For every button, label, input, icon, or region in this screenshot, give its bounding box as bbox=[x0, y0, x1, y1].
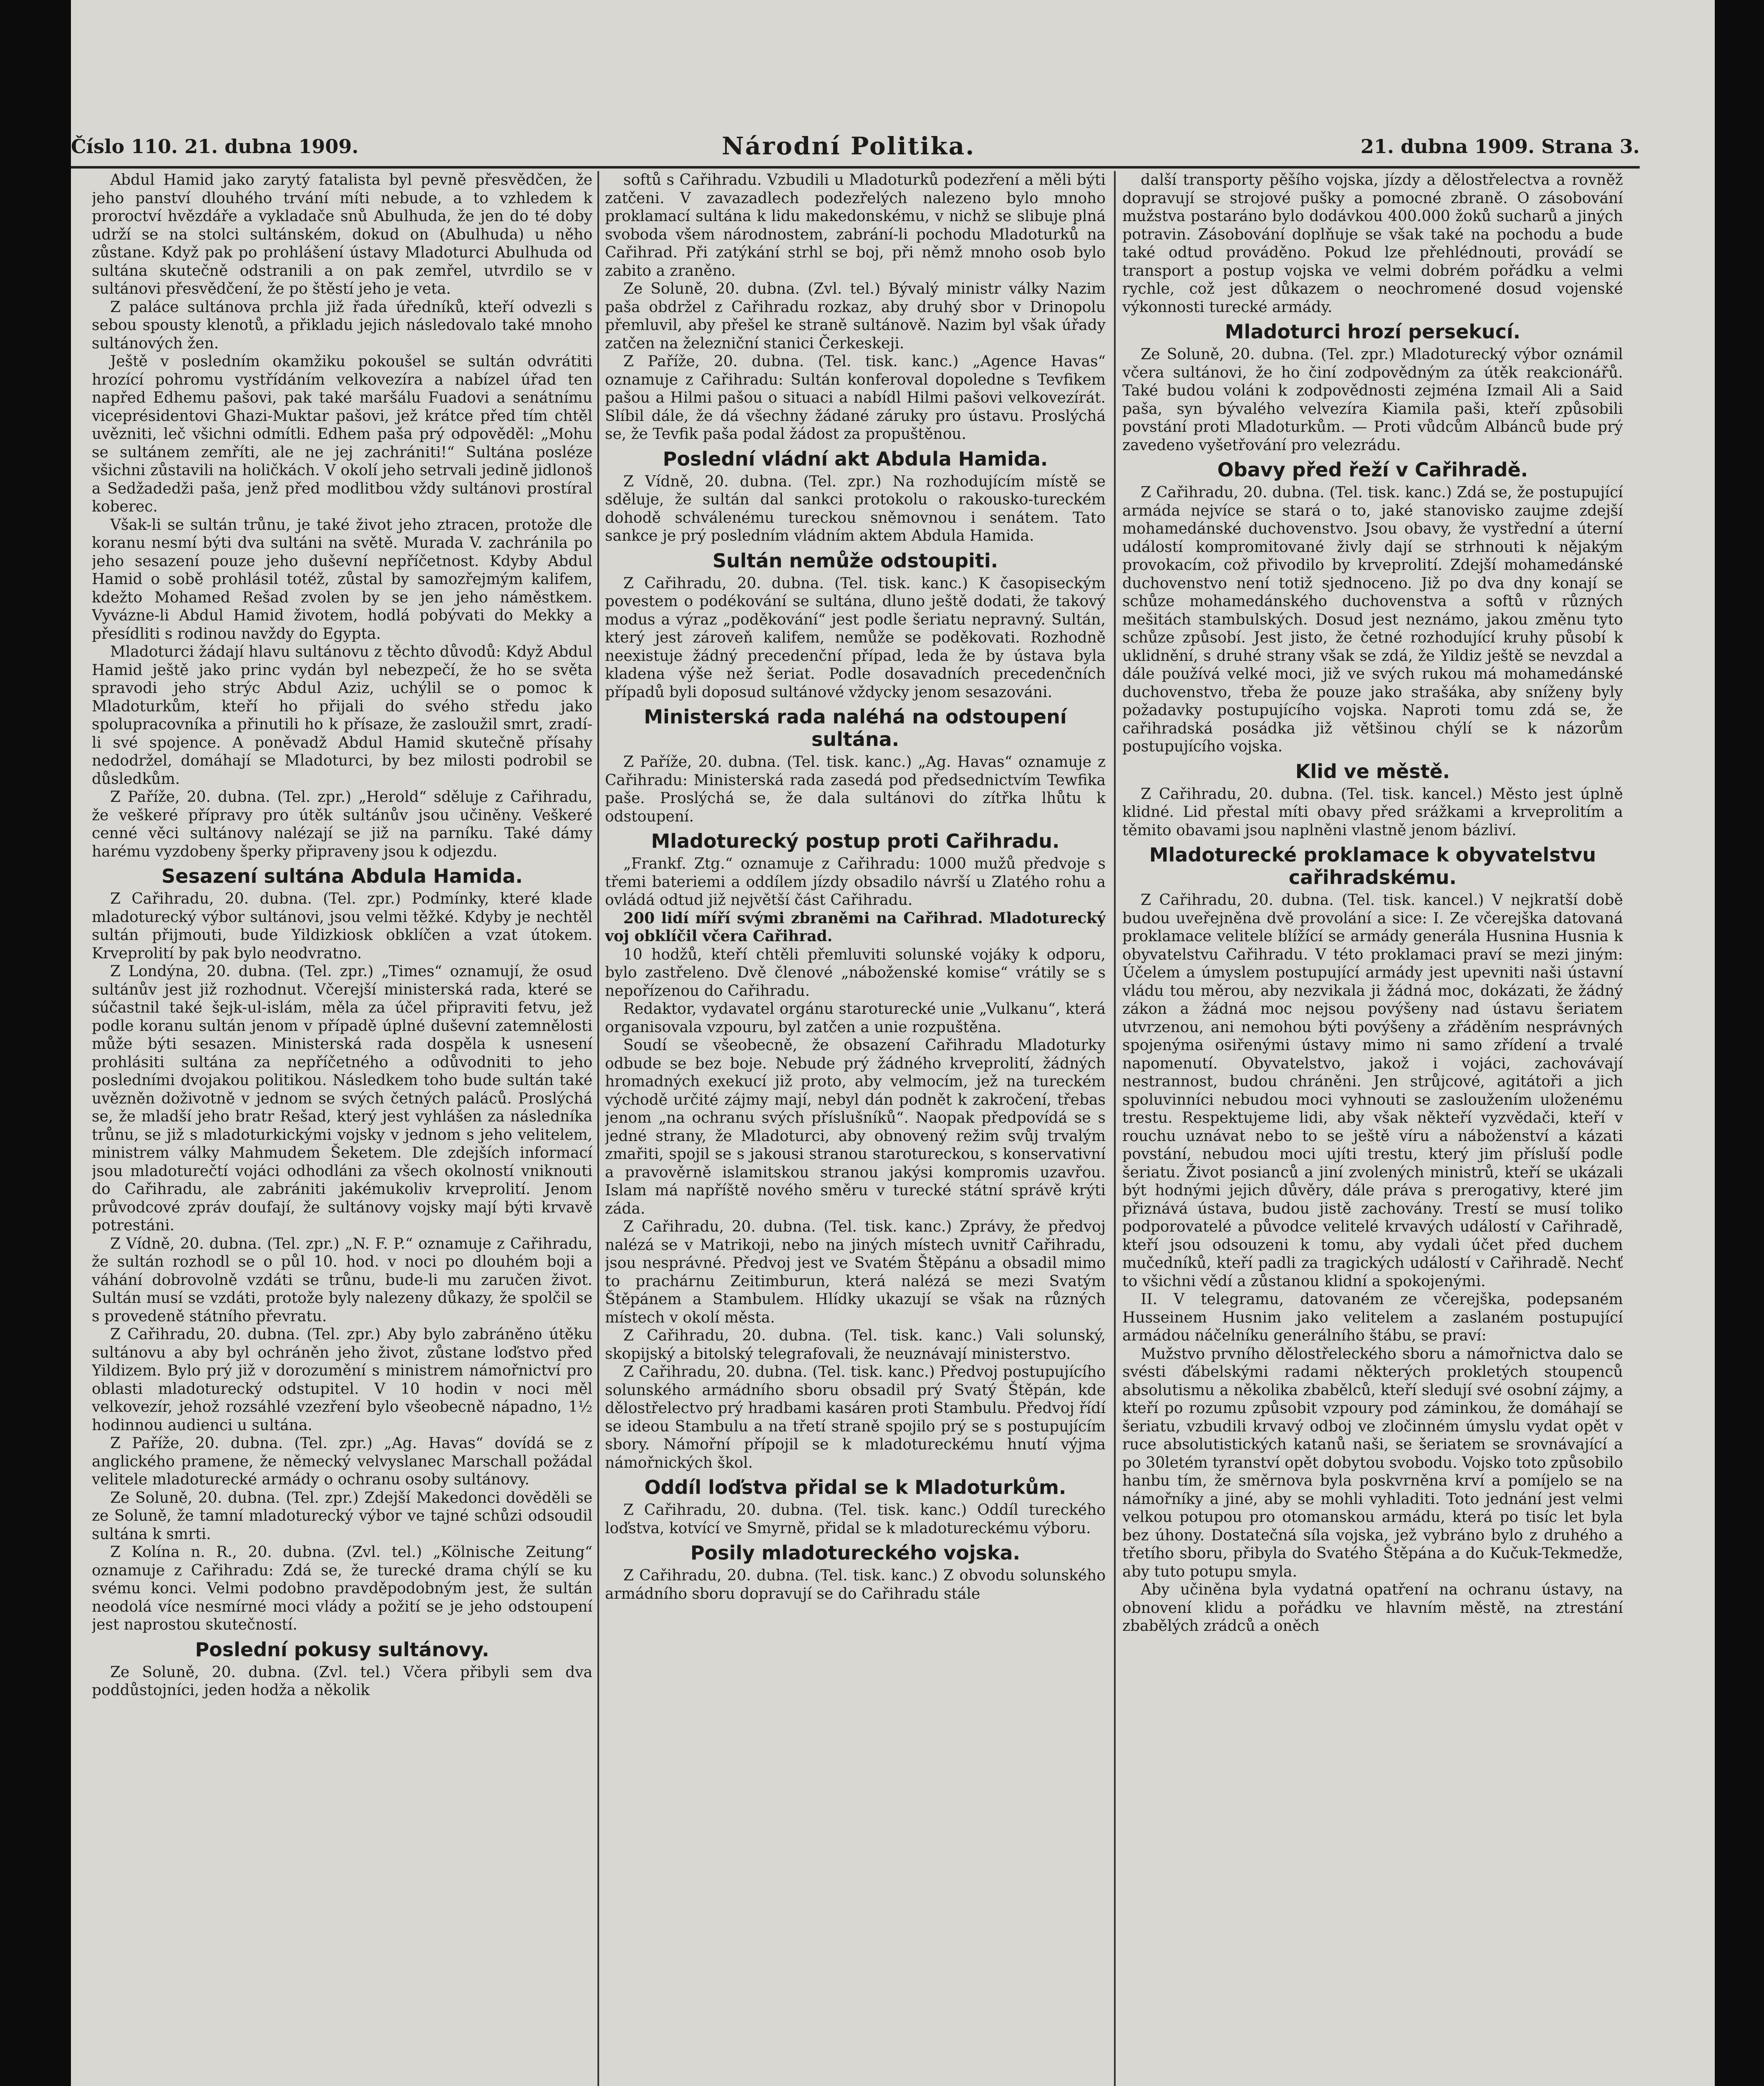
article-paragraph: Z paláce sultánova prchla již řada úředníků, kteří odvezli s sebou spousty klenotů, a přikladu jejich následovalo také mnoho sultánových žen. bbox=[92, 298, 592, 352]
section-heading: Klid ve městě. bbox=[1295, 760, 1450, 783]
header-rule bbox=[71, 166, 1640, 169]
article-paragraph: Z Cařihradu, 20. dubna. (Tel. tisk. kancel.) V nejkratší době budou uveřejněna dvě provolání a sice: I. Ze včerejška datovaná proklamace velitele blížící se armády generála Husnina Husnia k obyvatelstvu Cařihradu. V této proklamaci praví se mezi jiným: Účelem a úmyslem postupující armády jest upevniti naši ústavní vládu tou měrou, aby nezvikala ji žádná moc, dokázati, že žádný zákon a žádná moc nejsou povýšeny nad ústavu šeriatem utvrzenou, ani nemohou býti povýšeny a zřáděním nesprávných spojenýma osiřenými ústavy mimo ni samo zřídení a trvalé napomenutí. Obyvatelstvo, jakož i vojáci, zachovávají nestrannost, budou chráněni. Jen strůjcové, agitátoři a jich spoluvinníci nebudou moci vyhnouti se zasloužením uloženému trestu. Respektujeme lidi, aby však někteří vyzvědači, kteří v rouchu uznávat nebo to se ještě víru a náboženství a kázati povstání, nebudou moci ujíti trestu, který jim přísluší podle šeriatu. Život posianců a jiní zvolených ministrů, kteří se ukázali být hodnými jejich důvěry, dále práva s prerogativy, které jim přiznává ústava, budou jistě zachovány. Trestí se musí toliko podporovatelé a původce velitelé krvavých událostí v Cařihradě, kteří jsou odsouzeni k tomu, aby vydali účet před duchem mučedníků, kteří padli za tragických událostí v Cařihradě. Nechť to všichni vědí a zůstanou klidní a spokojenými. bbox=[1122, 892, 1623, 1290]
article-paragraph: Soudí se všeobecně, že obsazení Cařihradu Mladoturky odbude se bez boje. Nebude prý žádného krveprolití, žádných hromadných exekucí již proto, aby velmocím, jež na tureckém východě určité zájmy mají, nebyl dán podnět k zakročení, třebas jenom „na ochranu svých příslušníků“. Naopak předpovídá se s jedné strany, že Mladoturci, aby obnovený režim svůj trvalým zmařiti, spojil se s jakousi stranou starotureckou, s konservativní a pravověrně islamitskou stranou jakýsi kompromis uzavřou. Islam má napříště nového směru v turecké státní správě krýti záda. bbox=[605, 1037, 1106, 1217]
article-paragraph: Abdul Hamid jako zarytý fatalista byl pevně přesvědčen, že jeho panství dlouhého trvání míti nebude, a to vzhledem k proroctví hvězdáře a vykladače snů Abulhuda, že jen do té doby udrží se na stolci sultánském, dokud on (Abulhuda) u něho zůstane. Když pak po prohlášení ústavy Mladoturci Abulhuda od sultána skutečně odstranili a on pak zemřel, utvrdilo se v sultánovi přesvědčení, že po štěstí jeho je veta. bbox=[92, 171, 592, 297]
article-paragraph: Z Paříže, 20. dubna. (Tel. zpr.) „Herold“ sděluje z Cařihradu, že veškeré přípravy pro útěk sultánův jsou učiněny. Veškeré cenné věci sultánovy nalézají se již na parníku. Také dámy harému vyzdobeny šperky připraveny jsou k odjezdu. bbox=[92, 789, 592, 860]
article-paragraph: Však-li se sultán trůnu, je také život jeho ztracen, protože dle koranu nesmí býti dva sultáni na světě. Murada V. zachránila po jeho sesazení pouze jeho duševní nepříčetnost. Kdyby Abdul Hamid o sobě prohlásil totéž, zůstal by samozřejmým kalifem, kdežto Mohamed Rešad zvolen by se jen jeho náměstkem. Vyvázne-li Abdul Hamid životem, hodlá pobývati do Mekky a přesídliti s rodinou navždy do Egypta. bbox=[92, 516, 592, 642]
article-paragraph: Ze Soluně, 20. dubna. (Zvl. tel.) Bývalý ministr války Nazim paša obdržel z Cařihradu rozkaz, aby druhý sbor v Drinopolu přemluvil, aby přešel ke straně sultánově. Nazim byl však úřady zatčen na železniční stanici Čerkeskeji. bbox=[605, 280, 1106, 352]
article-paragraph: Z Londýna, 20. dubna. (Tel. zpr.) „Times“ oznamují, že osud sultánův jest již rozhodnut. Včerejší ministerská rada, které se súčastnil také šejk-ul-islám, měla za účel připraviti fetvu, jež podle koranu sultán jenom v případě úplné duševní zatemnělosti může býti sesazen. Ministerská rada dospěla k usnesení prohlásiti sultána za nepříčetného a odůvodniti to jeho posledními dvojakou politikou. Následkem toho bude sultán také uvězněn doživotně v jednom se svých četných paláců. Proslýchá se, že mladší jeho bratr Rešad, který jest vyhlášen za následníka trůnu, se již s mladoturkickými vojsky v jednom s jeho velitelem, ministrem války Mahmudem Šeketem. Dle zdejších informací jsou mladoturečtí vojáci odhodláni za všech okolností vniknouti do Cařihradu, ale zabrániti jakémukoliv krveprolití. Jenom průvodcové zpráv doufají, že sultánovy vojsky mají býti krvavě potrestáni. bbox=[92, 963, 592, 1234]
article-paragraph: Z Cařihradu, 20. dubna. (Tel. tisk. kanc.) Zprávy, že předvoj nalézá se v Matrikoji, nebo na jiných místech uvnitř Cařihradu, jsou nesprávné. Předvoj jest ve Svatém Štěpánu a obsadil mimo to prachárnu Zeitimburun, která nalézá se mezi Svatým Štěpánem a Stambulem. Hlídky ukazují se však na různých místech v okolí města. bbox=[605, 1218, 1106, 1326]
column-divider bbox=[1114, 171, 1116, 2086]
article-paragraph: Ze Soluně, 20. dubna. (Zvl. tel.) Včera přibyli sem dva poddůstojníci, jeden hodža a několik bbox=[92, 1663, 592, 1699]
article-paragraph: Ze Soluně, 20. dubna. (Tel. zpr.) Mladoturecký výbor oznámil včera sultánovi, že ho činí zodpovědným za útěk reakcionářů. Také budou voláni k zodpovědnosti zejména Izmail Ali a Said paša, syn bývalého velvezíra Kiamila paši, kteří způsobili povstání proti Mladoturkům. — Proti vůdcům Albánců bude prý zavedeno vyšetřování pro velezrádu. bbox=[1122, 346, 1623, 454]
article-paragraph: Ze Soluně, 20. dubna. (Tel. zpr.) Zdejší Makedonci dověděli se ze Soluně, že tamní mladoturecký výbor ve tajné schůzi odsoudil sultána k smrti. bbox=[92, 1489, 592, 1543]
section-heading: Mladoturecký postup proti Cařihradu. bbox=[651, 830, 1060, 852]
article-paragraph: Z Cařihradu, 20. dubna. (Tel. tisk. kanc.) Z obvodu solunského armádního sboru dopravují se do Cařihradu stále bbox=[605, 1567, 1106, 1602]
article-paragraph: Z Cařihradu, 20. dubna. (Tel. zpr.) Aby bylo zabráněno útěku sultánovu a aby byl ochráněn jeho život, zůstane loďstvo před Yildizem. Bylo prý již v dorozumění s ministrem námořnictví pro oblasti mladoturecký odstupitel. V 10 hodin v noci měl velkovezír, jehož rozsáhlé vzezření bylo všeobecně nápadno, 1½ hodinnou audienci u sultána. bbox=[92, 1326, 592, 1434]
article-paragraph: Mužstvo prvního dělostřeleckého sboru a námořnictva dalo se svésti ďábelskými radami některých prokletých stoupenců absolutismu a několika zbabělců, kteří sledují své osobní zájmy, a kteří po rozumu způsobit vzpoury pod záminkou, že domáhají se šeriatu, vzbudili krvavý odboj ve zločinném úmyslu vydat opět v ruce absolutistických katanů naši, se šeriatem se srovnávající a po 30letém tyranství opět dobytou svobodu. Vojsko toto způsobilo hanbu tím, že směrnova byla poskvrněna krví a pomíjelo se na námořníky a jiné, aby se mohli vyhladiti. Toto jednání jest velmi velkou potupou pro otomanskou armádu, která po tisíc let byla bez úhony. Dostatečná síla vojska, jež vybráno bylo z druhého a třetího sboru, přibyla do Svatého Štěpána a do Kučuk-Tekmedže, aby tuto potupu smyla. bbox=[1122, 1345, 1623, 1580]
article-paragraph: Z Cařihradu, 20. dubna. (Tel. tisk. kanc.) Zdá se, že postupující armáda nejvíce se stará o to, jaké stanovisko zaujme zdejší mohamedánské duchovenstvo. Jsou obavy, že vystřední a úterní událostí kompromitované živly dají se strhnouti k nějakým provokacím, což přivodilo by krveprolití. Zdejší mohamedánské duchovenstvo není totiž sjednoceno. Již po dva dny konají se schůze mohamedánského duchovenstva a softů v různých mešitách stambulských. Dosud jest neznámo, jakou změnu tyto schůze způsobí. Jest jisto, že četné rozhodující kruhy působí k uklidnění, s druhé strany však se zdá, že Yildiz ještě se nevzdal a dále používá velké moci, již ve svých rukou má mohamedánské duchovenstvo, třeba že pouze jako strašáka, aby sníženy byly požadavky postupujícího vojska. Naproti tomu zdá se, že cařihradská posádka již většinou chýlí se k názorům postupujícího vojska. bbox=[1122, 484, 1623, 755]
scan-edge-right bbox=[1715, 0, 1764, 2086]
article-paragraph: Z Cařihradu, 20. dubna. (Tel. zpr.) Podmínky, které klade mladoturecký výbor sultánovi, jsou velmi těžké. Kdyby je nechtěl sultán přijmouti, bude Yildizkiosk obklíčen a vzat útokem. Krveprolití by pak bylo neodvratno. bbox=[92, 890, 592, 962]
column-1 bbox=[92, 171, 592, 2086]
article-paragraph: Redaktor, vydavatel orgánu staroturecké unie „Vulkanu“, která organisovala vzpouru, byl zatčen a unie rozpuštěna. bbox=[605, 1000, 1106, 1036]
article-paragraph: Z Paříže, 20. dubna. (Tel. zpr.) „Ag. Havas“ dovídá se z anglického pramene, že německý velvyslanec Marschall požádal velitele mladoturecké armády o ochranu osoby sultánovy. bbox=[92, 1435, 592, 1488]
issue-number-date: Číslo 110. 21. dubna 1909. bbox=[71, 135, 359, 158]
article-paragraph: softů s Cařihradu. Vzbudili u Mladoturků podezření a měli býti zatčeni. V zavazadlech podezřelých nalezeno bylo mnoho proklamací sultána k lidu makedonskému, v nichž se slibuje plná svoboda všem národnostem, zabrání-li pochodu Mladoturků na Cařihrad. Při zatýkání strhl se boj, při němž mnoho osob bylo zabito a zraněno. bbox=[605, 171, 1106, 280]
page-date-number: 21. dubna 1909. Strana 3. bbox=[1361, 135, 1640, 158]
section-heading: Oddíl loďstva přidal se k Mladoturkům. bbox=[644, 1476, 1066, 1499]
article-paragraph: Z Kolína n. R., 20. dubna. (Zvl. tel.) „Kölnische Zeitung“ oznamuje z Cařihradu: Zdá se, že turecké drama chýlí se ku svému konci. Velmi podobno pravděpodobným jest, že sultán neodolá více nesmírné moci vlády a požití se je jeho odstoupení jest naprostou skutečností. bbox=[92, 1544, 592, 1633]
article-paragraph: Aby učiněna byla vydatná opatření na ochranu ústavy, na obnovení klidu a pořádku ve hlavním městě, na ztrestání zbabělých zrádců a oněch bbox=[1122, 1581, 1623, 1635]
article-paragraph: Z Paříže, 20. dubna. (Tel. tisk. kanc.) „Agence Havas“ oznamuje z Cařihradu: Sultán konferoval dopoledne s Tevfikem pašou a Hilmi pašou o situaci a nabídl Hilmi pašovi velkovezírát. Slíbil dále, že dá všechny žádané záruky pro ústavu. Proslýchá se, že Tevfik paša podal žádost za propuštěnou. bbox=[605, 353, 1106, 443]
column-3 bbox=[1122, 171, 1623, 2086]
column-2 bbox=[605, 171, 1106, 2086]
section-heading: Mladoturecké proklamace k obyvatelstvu cařihradskému. bbox=[1149, 844, 1596, 889]
article-paragraph: Z Cařihradu, 20. dubna. (Tel. tisk. kanc.) Oddíl tureckého loďstva, kotvící ve Smyrně, přidal se k mladotureckému výboru. bbox=[605, 1502, 1106, 1537]
article-paragraph: Ještě v posledním okamžiku pokoušel se sultán odvrátiti hrozící pohromu vystřídáním velkovezíra a nabízel úřad ten napřed Edhemu pašovi, pak také maršálu Fuadovi a senátnímu viceprésidentovi Ghazi-Muktar pašovi, jež krátce před tím chtěl uvězniti, leč všichni odmítli. Edhem paša prý odpověděl: „Mohu se sultánem zemříti, ale ne jej zachrániti!“ Sultána posléze všichni zůstavili na holičkách. V okolí jeho setrvali jedině jidlonoš a Sedžadedži paša, jenž před modlitbou vždy sultánovi prostíral koberec. bbox=[92, 353, 592, 515]
page-header bbox=[71, 125, 1640, 163]
section-heading: Ministerská rada naléhá na odstoupení sultána. bbox=[644, 705, 1067, 751]
article-paragraph: Z Cařihradu, 20. dubna. (Tel. tisk. kancel.) Město jest úplně klidné. Lid přestal míti obavy před srážkami a krveprolitím a těmito obavami jsou naplněni vlastně jenom bázliví. bbox=[1122, 785, 1623, 839]
article-paragraph: Z Cařihradu, 20. dubna. (Tel. tisk. kanc.) Předvoj postupujícího solunského armádního sboru obsadil prý Svatý Štěpán, kde dělostřelectvo prý hradbami kasáren proti Stambulu. Předvoj řídí se ideou Stambulu a na třetí straně spojilo prý se s postupujícím sbory. Námořní přípojil se k mladotureckému hnutí výjma námořnických škol. bbox=[605, 1363, 1106, 1471]
section-heading: Sultán nemůže odstoupiti. bbox=[712, 549, 998, 572]
article-paragraph: Z Cařihradu, 20. dubna. (Tel. tisk. kanc.) Vali solunský, skopijský a bitolský telegrafovali, že neuznávají ministerstvo. bbox=[605, 1327, 1106, 1363]
article-paragraph: 200 lidí míří svými zbraněmi na Cařihrad. Mladoturecký voj obklíčil včera Cařihrad. bbox=[605, 909, 1106, 945]
masthead-title: Národní Politika. bbox=[722, 132, 975, 160]
section-heading: Obavy před řeží v Cařihradě. bbox=[1217, 459, 1528, 481]
article-paragraph: II. V telegramu, datovaném ze včerejška, podepsaném Husseinem Husnim jako velitelem a zaslaném postupující armádou náčelníku generálního štábu, se praví: bbox=[1122, 1291, 1623, 1344]
section-heading: Posily mladotureckého vojska. bbox=[690, 1542, 1021, 1564]
article-paragraph: Z Vídně, 20. dubna. (Tel. zpr.) „N. F. P.“ oznamuje z Cařihradu, že sultán rozhodl se o půl 10. hod. v noci po dlouhém boji a váhání dobrovolně vzdáti se trůnu, bude-li mu zaručen život. Sultán musí se vzdáti, protože byly nalezeny důkazy, že spolčil se s provedeně státního převratu. bbox=[92, 1235, 592, 1325]
column-divider bbox=[597, 171, 599, 2086]
article-paragraph: „Frankf. Ztg.“ oznamuje z Cařihradu: 1000 mužů předvoje s třemi bateriemi a oddílem jízdy obsadilo návrší u Zlatého rohu a ovládá odtud již největší část Cařihradu. bbox=[605, 855, 1106, 909]
section-heading: Mladoturci hrozí persekucí. bbox=[1225, 320, 1521, 343]
scan-edge-left bbox=[0, 0, 71, 2086]
article-paragraph: 10 hodžů, kteří chtěli přemluviti solunské vojáky k odporu, bylo zastřeleno. Dvě členové „náboženské komise“ vrátily se s nepořízenou do Cařihradu. bbox=[605, 946, 1106, 1000]
section-heading: Poslední pokusy sultánovy. bbox=[195, 1638, 489, 1661]
section-heading: Sesazení sultána Abdula Hamida. bbox=[161, 865, 523, 887]
article-paragraph: Z Vídně, 20. dubna. (Tel. zpr.) Na rozhodujícím místě se sděluje, že sultán dal sankci protokolu o rakousko-tureckém dohodě schválenému tureckou sněmovnou i senátem. Tato sankce je prý posledním vládním aktem Abdula Hamida. bbox=[605, 473, 1106, 544]
article-paragraph: Z Paříže, 20. dubna. (Tel. tisk. kanc.) „Ag. Havas“ oznamuje z Cařihradu: Ministerská rada zasedá pod předsednictvím Tewfika paše. Proslýchá se, že dala sultánovi do zítřka lhůtu k odstoupení. bbox=[605, 753, 1106, 825]
article-paragraph: Z Cařihradu, 20. dubna. (Tel. tisk. kanc.) K časopiseckým povestem o podékování se sultána, dluno ještě dodati, že takový modus a výraz „poděkování“ jest podle šeriatu nepravný. Sultán, který jest zároveň kalifem, nemůže se poděkovati. Rozhodně neexistuje žádný precedenční případ, leda že by ústava byla kladena výše než šeriat. Podle dosavadních precedenčních případů byli doposud sultánové vždycky jenom sesazováni. bbox=[605, 574, 1106, 701]
article-paragraph: Mladoturci žádají hlavu sultánovu z těchto důvodů: Když Abdul Hamid ještě jako princ vydán byl nebezpečí, že ho se světa spravodi jeho strýc Abdul Aziz, uchýlil se o pomoc k Mladoturkům, kteří ho přijali do svého středu jako spolupracovníka a přinutili ho k přísaze, že zasloužil smrt, zradí-li své spojence. A poněvadž Abdul Hamid skutečně přísahy nedodržel, domáhají se Mladoturci, by bez milosti podrobil se důsledkům. bbox=[92, 643, 592, 788]
section-heading: Poslední vládní akt Abdula Hamida. bbox=[663, 447, 1048, 470]
article-paragraph: další transporty pěšího vojska, jízdy a dělostřelectva a rovněž dopravují se strojové pušky a pomocné zbraně. O zásobování mužstva postaráno bylo dodávkou 400.000 žoků sucharů a jiných potravin. Zásobování doplňuje se však také na pochodu a bude také odtud prováděno. Pokud lze přehlédnouti, provádí se transport a postup vojska ve velmi dobrém pořádku a velmi rychle, což jest důkazem o neochromené dosud vojenské výkonnosti turecké armády. bbox=[1122, 171, 1623, 316]
